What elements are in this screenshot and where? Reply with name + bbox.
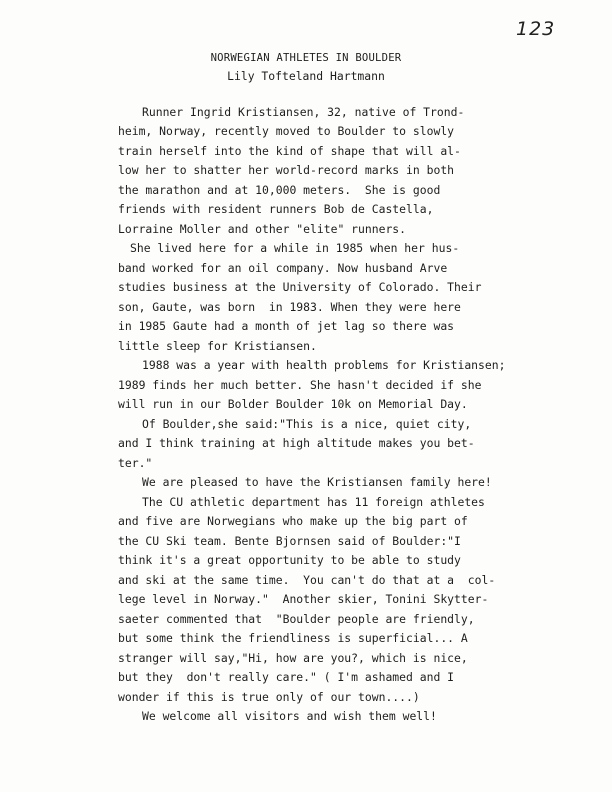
body-line: Of Boulder,she said:"This is a nice, quiet city, [142,417,472,431]
body-line: the CU Ski team. Bente Bjornsen said of Boulder:"I [118,534,461,548]
body-line: We are pleased to have the Kristiansen family here! [142,475,492,489]
body-line: The CU athletic department has 11 foreign athletes [142,495,485,509]
body-line: and I think training at high altitude makes you bet- [118,436,475,450]
body-line: saeter commented that "Boulder people are friendly, [118,612,475,626]
body-line: 1988 was a year with health problems for Kristiansen; [142,358,506,372]
body-line: but some think the friendliness is superficial... A [118,631,468,645]
body-line: ter." [118,456,153,470]
body-line: think it's a great opportunity to be able to study [118,553,461,567]
body-line: studies business at the University of Colorado. Their [118,280,482,294]
body-line: the marathon and at 10,000 meters. She is good [118,183,441,197]
body-line: stranger will say,"Hi, how are you?, which is nice, [118,651,468,665]
body-line: lege level in Norway." Another skier, Tonini Skytter- [118,592,489,606]
body-line: will run in our Bolder Boulder 10k on Memorial Day. [118,397,468,411]
body-line: band worked for an oil company. Now husband Arve [118,261,448,275]
body-line: We welcome all visitors and wish them well! [142,709,437,723]
body-line: in 1985 Gaute had a month of jet lag so there was [118,319,455,333]
body-line: train herself into the kind of shape that will al- [118,144,461,158]
body-line: 1989 finds her much better. She hasn't decided if she [118,378,482,392]
body-line: heim, Norway, recently moved to Boulder to slowly [118,124,455,138]
body-line: Runner Ingrid Kristiansen, 32, native of Trond- [142,105,465,119]
body-line: wonder if this is true only of our town....) [118,690,420,704]
document-title: NORWEGIAN ATHLETES IN BOULDER [210,52,402,64]
body-line: son, Gaute, was born in 1983. When they were here [118,300,461,314]
body-line: but they don't really care." ( I'm ashamed and I [118,670,455,684]
handwritten-page-number: 123 [516,18,556,40]
body-line: little sleep for Kristiansen. [118,339,317,353]
author-name: Lily Tofteland Hartmann [227,69,385,83]
body-line: and ski at the same time. You can't do that at a col- [118,573,496,587]
body-line: Lorraine Moller and other "elite" runners. [118,222,407,236]
body-line: and five are Norwegians who make up the big part of [118,514,468,528]
body-line: friends with resident runners Bob de Castella, [118,202,434,216]
body-line: She lived here for a while in 1985 when her hus- [130,241,460,255]
body-line: low her to shatter her world-record marks in both [118,163,455,177]
